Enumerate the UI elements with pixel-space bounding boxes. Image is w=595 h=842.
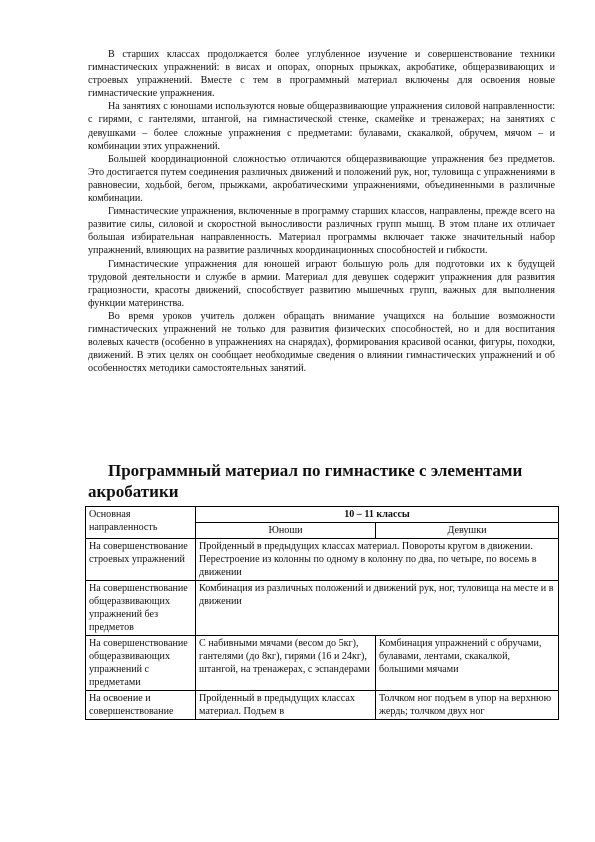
- table-row: [86, 581, 559, 636]
- row-boys: С набивными мячами (весом до 5кг), гантелями (до 8кг), гирями (16 и 24кг), штангой, на тренажерах, с эспандерами: [196, 636, 376, 691]
- table-row: [86, 691, 559, 720]
- header-boys: Юноши: [196, 523, 376, 539]
- paragraph: Гимнастические упражнения для юношей играют большую роль для подготовки их к будущей трудовой деятельности и службе в армии. Материал для девушек содержит упражнения для развития грациозности, красоты движений, способствует развитию мышечных групп, важных для выполнения функции материнства.: [88, 258, 555, 309]
- header-direction: Основная направленность: [86, 507, 196, 539]
- table-row: [86, 636, 559, 691]
- row-girls: Толчком ног подъем в упор на верхнюю жердь; толчком двух ног: [376, 691, 559, 720]
- table-row: [86, 539, 559, 581]
- row-direction: На совершенствование общеразвивающих упражнений без предметов: [86, 581, 196, 636]
- paragraph: Гимнастические упражнения, включенные в программу старших классов, направлены, прежде всего на развитие силы, силовой и скоростной выносливости различных групп мышц. В этом плане их отличает большая избирательная направленность. Материал программы включает также значительный набор упражнений, влияющих на развитие различных координационных способностей и гибкости.: [88, 206, 555, 257]
- header-grades: 10 – 11 классы: [196, 507, 559, 523]
- row-direction: На совершенствование строевых упражнений: [86, 539, 196, 581]
- row-boys: Пройденный в предыдущих классах материал. Подъем в: [196, 691, 376, 720]
- row-direction: На совершенствование общеразвивающих упражнений с предметами: [86, 636, 196, 691]
- program-table: [85, 506, 559, 720]
- row-common: Пройденный в предыдущих классах материал. Повороты кругом в движении. Перестроение из колонны по одному в колонну по два, по четыре, по восемь в движении: [196, 539, 559, 581]
- section-title: Программный материал по гимнастике с элементами акробатики: [88, 461, 523, 501]
- paragraph: В старших классах продолжается более углубленное изучение и совершенствование техники гимнастических упражнений: в висах и опорах, опорных прыжках, акробатике, общеразвивающих и строевых упражнений. Вместе с тем в программный материал включены для освоения новые гимнастические упражнения.: [88, 49, 555, 100]
- row-girls: Комбинация упражнений с обручами, булавами, лентами, скакалкой, большими мячами: [376, 636, 559, 691]
- paragraph: Во время уроков учитель должен обращать внимание учащихся на большие возможности гимнастических упражнений не только для развития физических способностей, но и для воспитания волевых качеств (особенно в упражнениях на снарядах), формирования красивой осанки, фигуры, походки, движений. В этих целях он сообщает необходимые сведения о влиянии гимнастических упражнений и об особенностях методики самостоятельных занятий.: [88, 310, 555, 375]
- table-header-row: [86, 507, 559, 523]
- row-common: Комбинация из различных положений и движений рук, ног, туловища на месте и в движении: [196, 581, 559, 636]
- paragraph: На занятиях с юношами используются новые общеразвивающие упражнения силовой направленности: с гирями, с гантелями, штангой, на гимнастической стенке, скамейке и тренажерах; на занятиях с девушками – более сложные упражнения с предметами: булавами, скакалкой, обручем, мячом – и комбинации этих упражнений.: [88, 101, 555, 152]
- paragraph: Большей координационной сложностью отличаются общеразвивающие упражнения без предметов. Это достигается путем соединения различных движений и положений рук, ног, туловища с упражнениями в равновесии, ходьбой, бегом, прыжками, акробатическими упражнениями, объединенными в различные комбинации.: [88, 153, 555, 205]
- row-direction: На освоение и совершенствование: [86, 691, 196, 720]
- header-girls: Девушки: [376, 523, 559, 539]
